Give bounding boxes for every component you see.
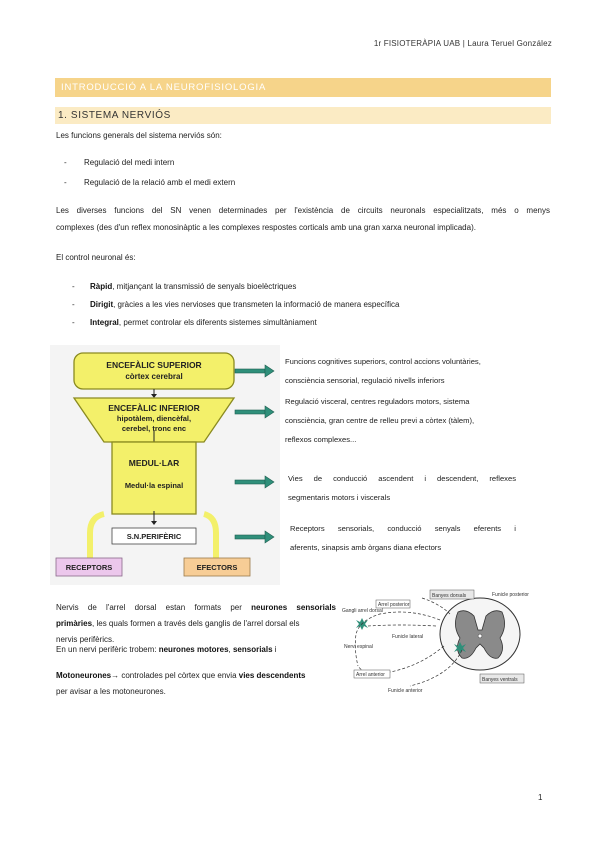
control-term: Dirigit (90, 300, 114, 309)
inferior-label: ENCEFÀLIC INFERIOR (108, 403, 200, 413)
level-arrow (235, 535, 265, 539)
nerves-paragraph: Nervis de l'arrel dorsal estan formats per neurones sensorials primàries, les quals formen a través dels ganglis de l'arrel dorsal els nervis perifèrics. (56, 603, 336, 644)
central-canal (478, 634, 482, 638)
function-item: Regulació del medi intern (84, 158, 175, 167)
label-funicle-posterior: Funicle posterior (492, 592, 529, 598)
control-term: Integral (90, 318, 119, 327)
nerves-paragraph: En un nervi perifèric trobem: neurones motores, sensorials i (56, 645, 277, 654)
level-arrow (235, 480, 265, 484)
control-item (90, 318, 317, 327)
chapter-title: INTRODUCCIÓ A LA NEUROFISIOLOGIA (61, 82, 267, 93)
chapter-banner (55, 78, 551, 97)
medullar-label: MEDUL·LAR (128, 458, 180, 468)
control-desc: , mitjançant la transmissió de senyals bioelèctriques (112, 282, 297, 291)
control-term: Ràpid (90, 282, 113, 291)
level-description: Regulació visceral, centres reguladors motors, sistema consciència, gran centre de relleu previ a còrtex (tàlem), reflexos complexes... (285, 397, 475, 444)
function-item: Regulació de la relació amb el medi extern (84, 178, 236, 187)
paragraph-line: complexes (des d'un reflex monosinàptic a les complexes respostes corticals amb una gran xarxa neuronal implicada). (56, 223, 476, 232)
paragraph-line: Les diverses funcions del SN venen determinades per l'existència de circuits neuronals especialitzats, més o menys (56, 206, 550, 215)
label-arrel-posterior: Arrel posterior (378, 602, 410, 608)
control-intro: El control neuronal és: (56, 253, 136, 262)
control-desc: , gràcies a les vies nervioses que transmeten la informació de manera específica (113, 300, 400, 309)
label-gangli: Gangli arrel dorsal (342, 608, 383, 614)
nerves-paragraph: Motoneurones→ controlades pel còrtex que envia vies descendents per avisar a les motoneurones. (56, 671, 306, 696)
page-number: 1 (538, 793, 543, 802)
control-item (90, 282, 296, 291)
label-funicle-lateral: Funicle lateral (392, 634, 424, 640)
label-nervi-espinal: Nervi espinal (344, 644, 373, 650)
page-header: 1r FISIOTERÀPIA UAB | Laura Teruel González (373, 39, 552, 48)
level-description: Receptors sensorials, conducció senyals eferents i aferents, sinapsis amb òrgans diana efectors (290, 524, 516, 552)
section-bar (55, 107, 551, 124)
inferior-sublabel: hipotàlem, diencèfal, (116, 414, 192, 423)
spinal-cord-diagram (340, 586, 542, 728)
inferior-sublabel: cerebel, tronc enc (121, 424, 187, 433)
label-arrel-anterior: Arrel anterior (356, 672, 385, 678)
superior-label: ENCEFÀLIC SUPERIOR (106, 360, 202, 370)
medullar-box (112, 442, 196, 514)
level-description: Funcions cognitives superiors, control accions voluntàries, consciència sensorial, regulació nivells inferiors (285, 357, 481, 385)
efectors-label: EFECTORS (196, 563, 238, 572)
periferic-label: S.N.PERIFÈRIC (126, 532, 182, 541)
label-funicle-anterior: Funicle anterior (388, 688, 423, 694)
superior-sublabel: còrtex cerebral (125, 372, 183, 381)
receptors-label: RECEPTORS (65, 563, 113, 572)
superior-box (74, 353, 234, 389)
level-description: Vies de conducció ascendent i descendent, reflexes segmentaris motors i viscerals (288, 474, 516, 502)
label-banyes-ventrals: Banyes ventrals (482, 677, 518, 683)
medullar-sublabel: Medul·la espinal (124, 481, 184, 490)
control-item (90, 300, 399, 309)
nervous-system-diagram (50, 345, 280, 585)
level-arrow (235, 369, 265, 373)
intro-text: Les funcions generals del sistema nerviós són: (56, 131, 222, 140)
control-desc: , permet controlar els diferents sistemes simultàniament (118, 318, 317, 327)
level-arrow (235, 410, 265, 414)
label-banyes-dorsals: Banyes dorsals (432, 593, 467, 599)
section-title: 1. SISTEMA NERVIÓS (58, 110, 171, 121)
